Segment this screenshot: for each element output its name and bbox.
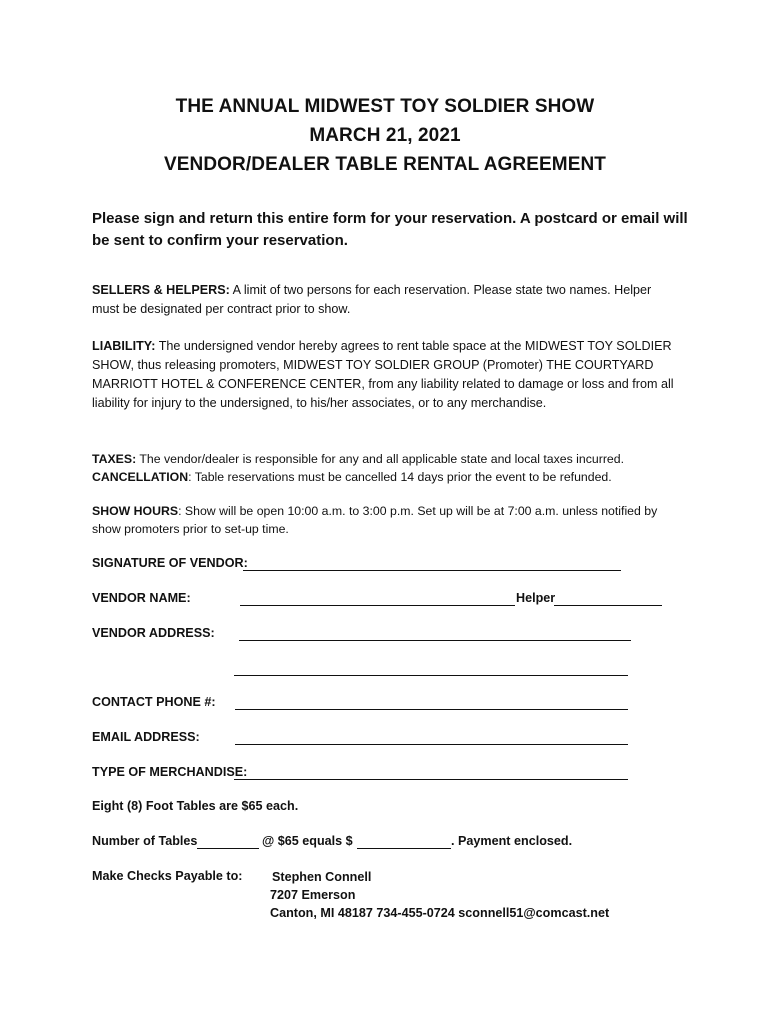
payment-enclosed-label: . Payment enclosed.	[451, 834, 573, 848]
email-address-label: EMAIL ADDRESS:	[92, 730, 200, 744]
intro-instructions: Please sign and return this entire form for your reservation. A postcard or email will be sent to confirm your reservation.	[92, 210, 688, 249]
sellers-helpers-label: SELLERS & HELPERS:	[92, 283, 230, 297]
number-of-tables-label: Number of Tables	[92, 834, 198, 848]
taxes-label: TAXES:	[92, 452, 137, 466]
payee-name: Stephen Connell	[272, 870, 372, 884]
liability-paragraph	[92, 337, 682, 413]
total-amount-field[interactable]	[357, 848, 451, 849]
liability-label: LIABILITY:	[92, 339, 156, 353]
number-of-tables-field[interactable]	[197, 848, 259, 849]
cancellation-paragraph	[92, 468, 682, 487]
merchandise-label: TYPE OF MERCHANDISE:	[92, 765, 248, 779]
payee-street: 7207 Emerson	[270, 888, 356, 902]
helper-name-field[interactable]	[554, 605, 662, 606]
taxes-text: The vendor/dealer is responsible for any and all applicable state and local taxes incurred.	[136, 452, 625, 466]
vendor-name-field[interactable]	[240, 605, 515, 606]
checks-payable-label: Make Checks Payable to:	[92, 869, 243, 883]
cancellation-text: : Table reservations must be cancelled 14 days prior the event to be refunded.	[188, 470, 612, 484]
sellers-helpers-text: A limit of two persons for each reservation. Please state two names. Helper must be designated per contract prior to show.	[92, 283, 652, 316]
vendor-address-field-line1[interactable]	[239, 640, 631, 641]
vendor-address-label: VENDOR ADDRESS:	[92, 626, 215, 640]
price-equals-label: @ $65 equals $	[262, 834, 353, 848]
contact-phone-label: CONTACT PHONE #:	[92, 695, 216, 709]
cancellation-label: CANCELLATION	[92, 470, 189, 484]
contact-phone-field[interactable]	[235, 709, 628, 710]
show-hours-label: SHOW HOURS	[92, 504, 179, 518]
title-show-name: THE ANNUAL MIDWEST TOY SOLDIER SHOW	[175, 96, 595, 117]
show-hours-paragraph	[92, 502, 682, 538]
title-date: MARCH 21, 2021	[309, 125, 461, 146]
vendor-address-field-line2[interactable]	[234, 675, 628, 676]
signature-label: SIGNATURE OF VENDOR:	[92, 556, 248, 570]
show-hours-text: : Show will be open 10:00 a.m. to 3:00 p.m. Set up will be at 7:00 a.m. unless notified by show promoters prior to set-up time.	[92, 504, 658, 536]
liability-text: The undersigned vendor hereby agrees to rent table space at the MIDWEST TOY SOLDIER SHOW, thus releasing promoters, MIDWEST TOY SOLDIER GROUP (Promoter) THE COURTYARD MARRIOTT HOTEL & CONFERENCE CENTER, from any liability related to damage or loss and from all liability for injury to the undersigned, to his/her associates, or to any merchandise.	[92, 339, 674, 410]
signature-field[interactable]	[243, 570, 621, 571]
title-agreement: VENDOR/DEALER TABLE RENTAL AGREEMENT	[163, 154, 607, 175]
vendor-name-label: VENDOR NAME:	[92, 591, 191, 605]
helper-label: Helper	[516, 591, 556, 605]
merchandise-field[interactable]	[234, 779, 628, 780]
taxes-paragraph	[92, 450, 682, 469]
tables-price-note: Eight (8) Foot Tables are $65 each.	[92, 799, 299, 813]
sellers-helpers-paragraph	[92, 281, 682, 319]
email-address-field[interactable]	[235, 744, 628, 745]
payee-city-contact: Canton, MI 48187 734-455-0724 sconnell51@comcast.net	[270, 906, 610, 920]
